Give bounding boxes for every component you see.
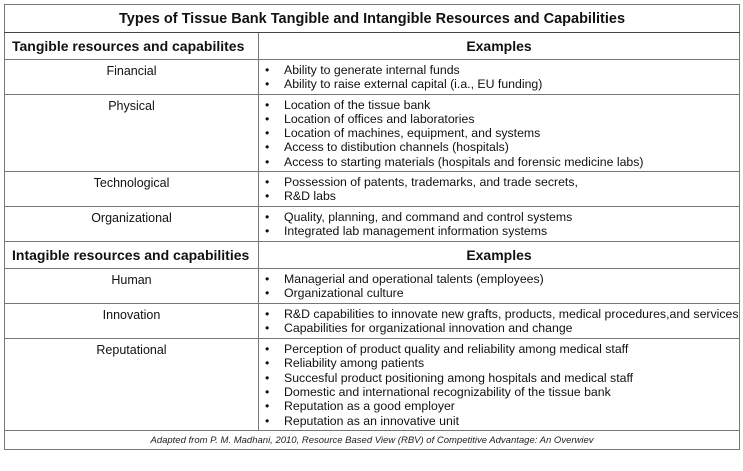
footnote: Adapted from P. M. Madhani, 2010, Resource Based View (RBV) of Competitive Advantage: An Overwiev — [5, 431, 740, 450]
intangible-header-row — [5, 242, 740, 269]
table-row — [5, 339, 740, 431]
footnote-row — [5, 431, 740, 450]
examples-physical — [259, 94, 740, 171]
tangible-header-label: Tangible resources and capabilites — [5, 33, 259, 60]
examples-innovation — [259, 304, 740, 339]
category-innovation: Innovation — [5, 304, 259, 339]
list-item: • Access to starting materials (hospitals and forensic medicine labs) — [259, 155, 739, 169]
list-item: • Succesful product positioning among hospitals and medical staff — [259, 371, 739, 385]
title-row — [5, 5, 740, 33]
list-item: • Reliability among patients — [259, 356, 739, 370]
category-organizational: Organizational — [5, 207, 259, 242]
examples-reputational — [259, 339, 740, 431]
list-item: • Location of machines, equipment, and systems — [259, 126, 739, 140]
examples-organizational — [259, 207, 740, 242]
examples-technological — [259, 172, 740, 207]
list-item: • Managerial and operational talents (employees) — [259, 272, 739, 286]
table-row — [5, 94, 740, 171]
list-item: • Ability to raise external capital (i.a., EU funding) — [259, 77, 739, 91]
category-human: Human — [5, 269, 259, 304]
examples-financial — [259, 60, 740, 95]
category-financial: Financial — [5, 60, 259, 95]
list-item: • Organizational culture — [259, 286, 739, 300]
category-physical: Physical — [5, 94, 259, 171]
tangible-examples-header: Examples — [259, 33, 740, 60]
list-item: • Ability to generate internal funds — [259, 63, 739, 77]
category-reputational: Reputational — [5, 339, 259, 431]
table-row — [5, 60, 740, 95]
table-title: Types of Tissue Bank Tangible and Intangible Resources and Capabilities — [5, 5, 740, 33]
intangible-header-label: Intagible resources and capabilities — [5, 242, 259, 269]
list-item: • R&D capabilities to innovate new grafts, products, medical procedures,and services — [259, 307, 739, 321]
list-item: • Domestic and international recognizability of the tissue bank — [259, 385, 739, 399]
table-row — [5, 269, 740, 304]
list-item: • R&D labs — [259, 189, 739, 203]
table-row — [5, 304, 740, 339]
list-item: • Perception of product quality and reliability among medical staff — [259, 342, 739, 356]
examples-human — [259, 269, 740, 304]
table-row — [5, 207, 740, 242]
category-technological: Technological — [5, 172, 259, 207]
table-row — [5, 172, 740, 207]
list-item: • Location of offices and laboratories — [259, 112, 739, 126]
list-item: • Location of the tissue bank — [259, 98, 739, 112]
list-item: • Reputation as a good employer — [259, 399, 739, 413]
list-item: • Possession of patents, trademarks, and trade secrets, — [259, 175, 739, 189]
list-item: • Capabilities for organizational innovation and change — [259, 321, 739, 335]
list-item: • Quality, planning, and command and control systems — [259, 210, 739, 224]
list-item: • Access to distibution channels (hospitals) — [259, 140, 739, 154]
intangible-examples-header: Examples — [259, 242, 740, 269]
resources-table — [4, 4, 740, 450]
list-item: • Integrated lab management information systems — [259, 224, 739, 238]
list-item: • Reputation as an innovative unit — [259, 414, 739, 428]
tangible-header-row — [5, 33, 740, 60]
